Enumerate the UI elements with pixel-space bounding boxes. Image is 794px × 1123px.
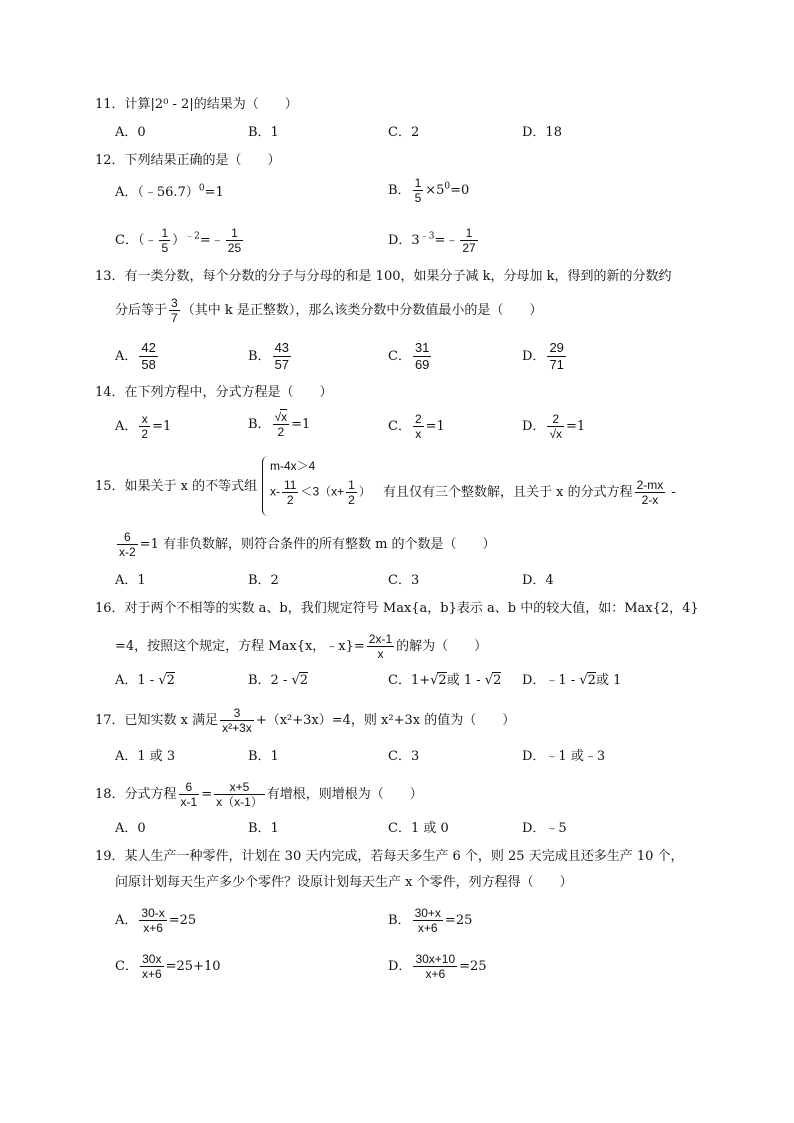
question-16-option-c: C．1+√2或 1 - √2 bbox=[388, 673, 502, 688]
question-12-option-b: B． $\frac{1}{5}$ $\times 5^0=0$ bbox=[388, 176, 470, 205]
question-16-option-d: D．﹣1 - √2或 1 bbox=[522, 673, 622, 688]
question-18-stem: 18．分式方程 $\frac{6}{x-1}$ = $\frac{x+5}{x(x-1)}$ 有增根，则增根为（ ） bbox=[95, 780, 423, 809]
question-15-option-d: D．4 bbox=[522, 573, 554, 588]
question-13-option-b: B． $\frac{43}{57}$ bbox=[248, 340, 290, 372]
question-19-option-b: B． $\frac{30+x}{x+6}$ =25 bbox=[388, 906, 473, 935]
question-14-option-c: C． $\frac{2}{x}$ =1 bbox=[388, 412, 445, 441]
fraction: $\frac{1}{5}$ bbox=[161, 226, 169, 255]
question-18-option-d: D．﹣5 bbox=[522, 821, 567, 836]
question-17-option-a: A．1 或 3 bbox=[115, 749, 176, 764]
question-18-option-c: C．1 或 0 bbox=[388, 821, 449, 836]
fraction: $\frac{x}{2}$ bbox=[141, 412, 149, 441]
question-12-option-c: C．（﹣ $\frac{1}{5}$ ）$^{﹣2}$=﹣ $\frac{1}{25}$ bbox=[115, 226, 242, 255]
question-12-option-a: A．（﹣56.7）$^0$=1 bbox=[115, 183, 224, 200]
question-19-line-1: 19．某人生产一种零件，计划在 30 天内完成，若每天多生产 6 个，则 25 天完成且还多生产 10 个， bbox=[95, 849, 684, 864]
fraction: $\frac{29}{71}$ bbox=[549, 340, 564, 372]
inequality-row-2: x- $\frac{11}{2}$ ＜3（x+ $\frac{1}{2}$ ） bbox=[270, 478, 371, 507]
fraction: $\frac{30x}{x+6}$ bbox=[141, 952, 162, 981]
fraction: $\frac{42}{58}$ bbox=[141, 340, 156, 372]
fraction: $\frac{6}{x-1}$ bbox=[180, 780, 198, 809]
brace-icon bbox=[262, 456, 270, 516]
fraction: $\frac{2-mx}{2-x}$ bbox=[636, 478, 664, 507]
question-15-option-c: C．3 bbox=[388, 573, 420, 588]
inequality-system bbox=[262, 456, 380, 516]
question-19-option-d: D． $\frac{30x+10}{x+6}$ =25 bbox=[388, 952, 487, 981]
question-17-stem: 17．已知实数 x 满足 $\frac{3}{\text{x²+3x}}$ +（x²+3x）=4，则 x²+3x 的值为（ ） bbox=[95, 706, 516, 735]
question-13-option-a: A． $\frac{42}{58}$ bbox=[115, 340, 156, 372]
question-19-option-a: A． $\frac{30-x}{x+6}$ =25 bbox=[115, 906, 197, 935]
question-11-stem: 11．计算|2⁰ - 2|的结果为（ ） bbox=[95, 97, 298, 112]
question-12-stem: 12．下列结果正确的是（ ） bbox=[95, 153, 281, 168]
fraction: $\frac{3}{\text{x²+3x}}$ bbox=[222, 706, 252, 735]
question-11-option-c: C．2 bbox=[388, 125, 420, 140]
fraction: $\frac{30-x}{x+6}$ bbox=[141, 906, 165, 935]
question-11-option-b: B．1 bbox=[248, 125, 279, 140]
fraction: $\frac{1}{27}$ bbox=[462, 226, 476, 255]
fraction: $\frac{30x+10}{x+6}$ bbox=[415, 952, 456, 981]
question-13-option-d: D． $\frac{29}{71}$ bbox=[522, 340, 564, 372]
question-17-option-b: B．1 bbox=[248, 749, 279, 764]
question-15-prefix: 15．如果关于 x 的不等式组 bbox=[95, 479, 258, 494]
question-13-line-2: 分后等于 $\frac{3}{7}$ （其中 k 是正整数），那么该类分数中分数值最小的是（ ） bbox=[115, 296, 543, 325]
question-16-option-b: B．2 - √2 bbox=[248, 673, 309, 688]
question-19-line-2: 问原计划每天生产多少个零件？设原计划每天生产 x 个零件，列方程得（ ） bbox=[115, 875, 573, 890]
fraction: $\frac{1}{2}$ bbox=[348, 478, 355, 507]
question-17-option-d: D．﹣1 或﹣3 bbox=[522, 749, 606, 764]
question-16-line-1: 16．对于两个不相等的实数 a、b，我们规定符号 Max{a，b}表示 a、b 中的较大值，如：Max{2，4} bbox=[95, 601, 699, 616]
question-14-option-a: A． $\frac{x}{2}$ =1 bbox=[115, 412, 172, 441]
question-11-option-d: D．18 bbox=[522, 125, 562, 140]
question-17-option-c: C．3 bbox=[388, 749, 420, 764]
fraction: $\frac{30+x}{x+6}$ bbox=[414, 906, 441, 935]
inequality-row-1: m-4x＞4 bbox=[270, 459, 316, 473]
fraction: $\frac{3}{7}$ bbox=[171, 296, 178, 325]
fraction: $\frac{1}{5}$ bbox=[414, 176, 422, 205]
question-14-stem: 14．在下列方程中，分式方程是（ ） bbox=[95, 385, 333, 400]
question-16-line-2: =4，按照这个规定，方程 Max{x，﹣x}= $\frac{2x-1}{x}$ 的解为（ ） bbox=[115, 632, 488, 661]
question-15-option-b: B．2 bbox=[248, 573, 279, 588]
question-15-line-2: $\frac{6}{x-2}$ =1 有非负数解，则符合条件的所有整数 m 的个数是（ ） bbox=[119, 530, 496, 559]
fraction: $\frac{x+5}{x(x-1)}$ bbox=[216, 780, 263, 809]
fraction: $\frac{2}{x}$ bbox=[414, 412, 422, 441]
question-19-option-c: C． $\frac{30x}{x+6}$ =25+10 bbox=[115, 952, 221, 981]
fraction: $\frac{2x-1}{x}$ bbox=[368, 632, 393, 661]
fraction: $\frac{√x}{2}$ bbox=[274, 410, 288, 439]
question-12-option-d: D．$3^{﹣3}=﹣$ $\frac{1}{27}$ bbox=[388, 226, 476, 255]
fraction: $\frac{6}{x-2}$ bbox=[119, 530, 136, 559]
fraction: $\frac{2}{√x}$ bbox=[549, 412, 563, 441]
question-13-line-1: 13．有一类分数，每个分数的分子与分母的和是 100，如果分子减 k，分母加 k，得到的新的分数约 bbox=[95, 269, 672, 284]
fraction: $\frac{1}{25}$ bbox=[227, 226, 242, 255]
question-14-option-b: B． $\frac{√x}{2}$ =1 bbox=[248, 410, 311, 439]
fraction: $\frac{11}{2}$ bbox=[284, 478, 297, 507]
fraction: $\frac{43}{57}$ bbox=[274, 340, 290, 372]
question-14-option-d: D． $\frac{2}{√x}$ =1 bbox=[522, 412, 586, 441]
fraction: $\frac{31}{69}$ bbox=[414, 340, 430, 372]
question-18-option-a: A．0 bbox=[115, 821, 146, 836]
question-16-option-a: A．1 - √2 bbox=[115, 673, 175, 688]
question-13-option-c: C． $\frac{31}{69}$ bbox=[388, 340, 430, 372]
question-15-option-a: A．1 bbox=[115, 573, 146, 588]
question-18-option-b: B．1 bbox=[248, 821, 279, 836]
question-15-suffix: 有且仅有三个整数解，且关于 x 的分式方程 $\frac{2-mx}{2-x}$ - bbox=[383, 478, 676, 507]
question-11-option-a: A．0 bbox=[115, 125, 146, 140]
